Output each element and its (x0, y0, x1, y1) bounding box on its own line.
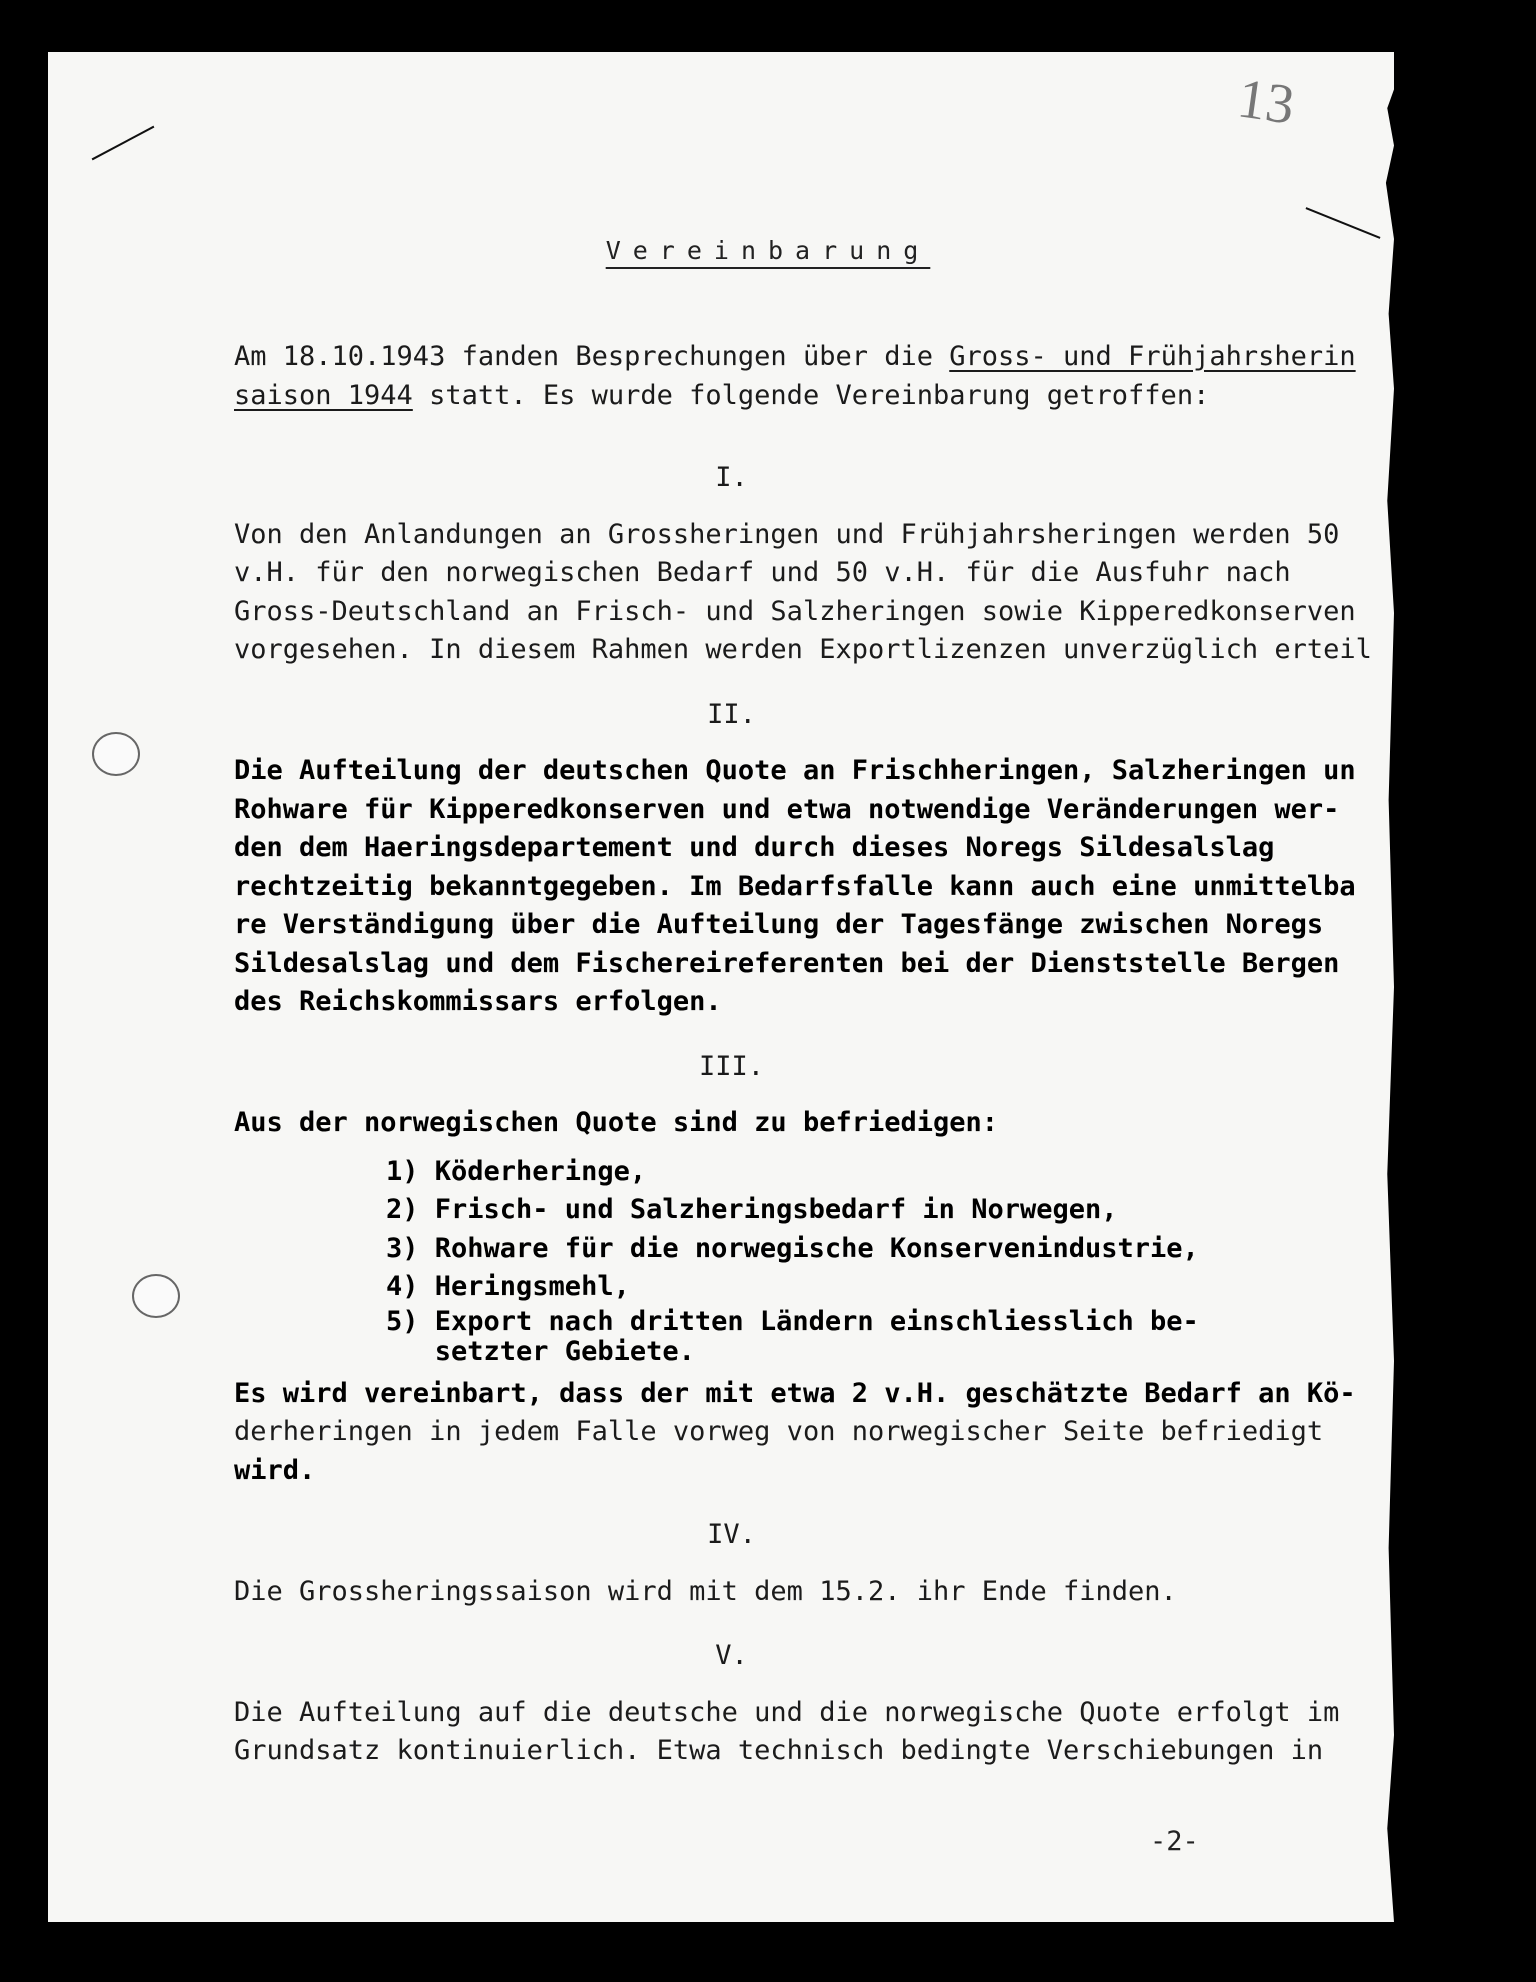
section-1-line: Von den Anlandungen an Grossheringen und Frühjahrsheringen werden 50 (234, 518, 1340, 550)
scratch-mark (92, 126, 155, 161)
list-item: 4) Heringsmehl, (386, 1271, 630, 1302)
section-3-line: Aus der norwegischen Quote sind zu befriedigen: (234, 1107, 999, 1138)
section-5-line: Die Aufteilung auf die deutsche und die norwegische Quote erfolgt im (234, 1696, 1340, 1728)
document-body (234, 338, 1372, 1771)
edge-mark (1306, 207, 1381, 239)
section-2-line: re Verständigung über die Aufteilung der Tagesfänge zwischen Noregs (234, 909, 1324, 940)
list-item: setzter Gebiete. (386, 1335, 695, 1367)
section-2-line: des Reichskommissars erfolgen. (234, 986, 722, 1017)
section-1-line: Gross-Deutschland an Frisch- und Salzheringen sowie Kipperedkonserven (234, 595, 1356, 627)
section-2-line: Rohware für Kipperedkonserven und etwa notwendige Veränderungen wer- (234, 793, 1340, 825)
list-item: 5) Export nach dritten Ländern einschliesslich be- (386, 1305, 1199, 1337)
section-1-line: v.H. für den norwegischen Bedarf und 50 v.H. für die Ausfuhr nach (234, 557, 1291, 588)
punch-hole-bottom (132, 1274, 180, 1318)
section-numeral: IV. (707, 1519, 756, 1550)
document-title: Vereinbarung (605, 236, 931, 265)
section-numeral: III. (698, 1050, 765, 1082)
intro-line-2: saison 1944 statt. Es wurde folgende Vereinbarung getroffen: (234, 379, 1210, 411)
list-item: 3) Rohware für die norwegische Konservenindustrie, (386, 1232, 1199, 1264)
section-3-line: Es wird vereinbart, dass der mit etwa 2 v.H. geschätzte Bedarf an Kö- (234, 1377, 1356, 1409)
section-2-line: Die Aufteilung der deutschen Quote an Frischheringen, Salzheringen un (234, 755, 1356, 786)
punch-hole-top (92, 732, 140, 776)
list-item: 2) Frisch- und Salzheringsbedarf in Norwegen, (386, 1194, 1118, 1225)
section-numeral: II. (707, 698, 756, 730)
item-list (234, 1153, 1339, 1367)
handwritten-page-number: 13 (1233, 67, 1299, 137)
section-3-line: derheringen in jedem Falle vorweg von norwegischer Seite befriedigt (234, 1416, 1324, 1447)
section-2-line: rechtzeitig bekanntgegeben. Im Bedarfsfalle kann auch eine unmittelba (234, 870, 1356, 902)
section-numeral: V. (715, 1640, 748, 1671)
section-1-line: vorgesehen. In diesem Rahmen werden Exportlizenzen unverzüglich erteil (234, 634, 1372, 665)
page-continuation-number: -2- (1150, 1826, 1199, 1857)
section-2-line: Sildesalslag und dem Fischereireferenten bei der Dienststelle Bergen (234, 947, 1340, 979)
list-item: 1) Köderheringe, (386, 1155, 647, 1187)
section-2-line: den dem Haeringsdepartement und durch dieses Noregs Sildesalslag (234, 832, 1275, 863)
section-4-line: Die Grossheringssaison wird mit dem 15.2. ihr Ende finden. (234, 1575, 1177, 1607)
section-3-line: wird. (234, 1454, 316, 1486)
section-5-line: Grundsatz kontinuierlich. Etwa technisch bedingte Verschiebungen in (234, 1735, 1324, 1766)
intro-line-1: Am 18.10.1943 fanden Besprechungen über die Gross- und Frühjahrsherin (234, 341, 1356, 372)
section-numeral: I. (715, 462, 748, 493)
